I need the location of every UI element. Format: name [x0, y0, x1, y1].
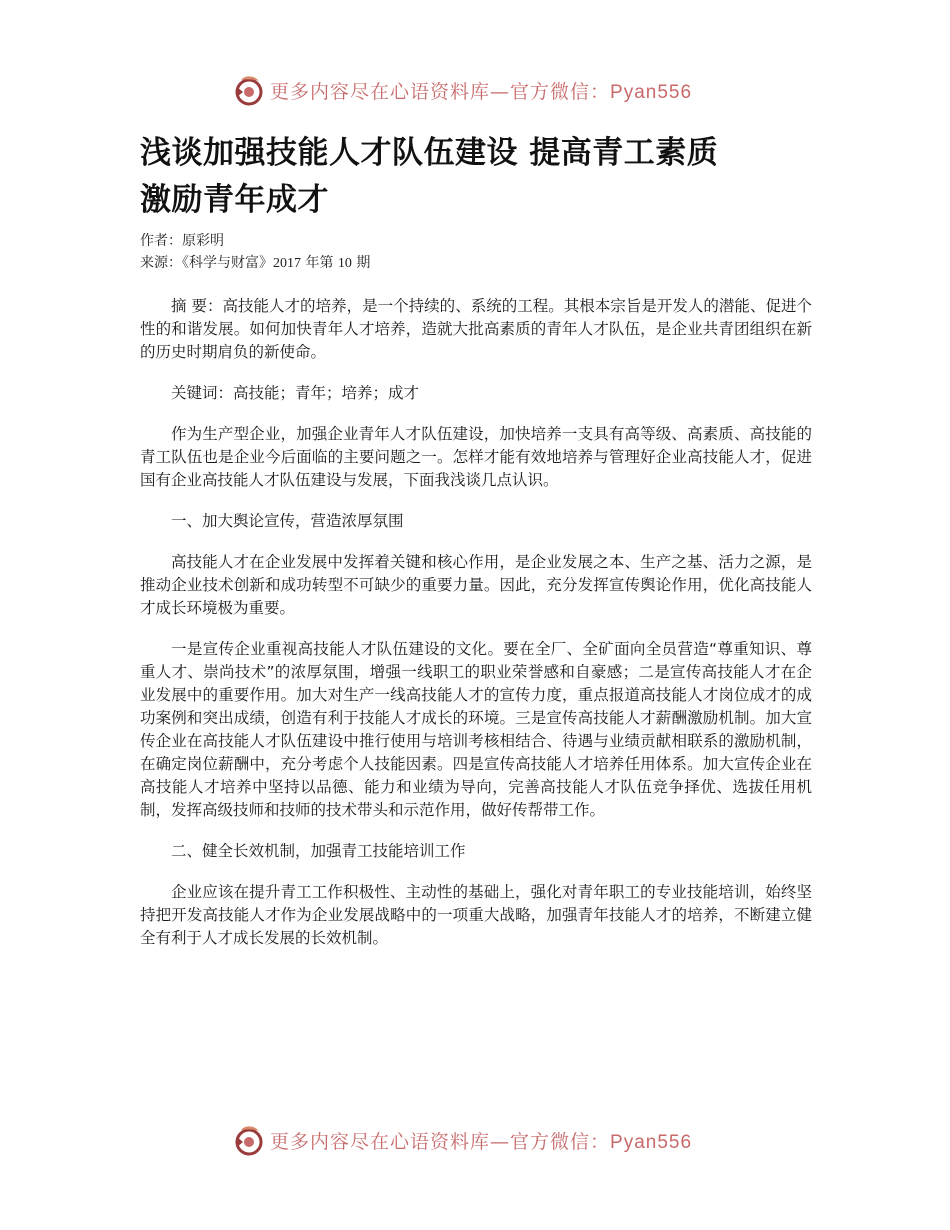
- section-heading-1: 一、加大舆论宣传，营造浓厚氛围: [171, 512, 404, 530]
- source-journal: 《科学与财富》: [182, 255, 273, 271]
- author-line: 作者：原彩明: [140, 233, 224, 249]
- body-paragraph: 一是宣传企业重视高技能人才队伍建设的文化。要在全厂、全矿面向全员营造“尊重知识、尊重人才、崇尚技术”的浓厚氛围，增强一线职工的职业荣誉感和自豪感；二是宣传高技能人才在企业发展中的重要作用。加大对生产一线高技能人才的宣传力度，重点报道高技能人才岗位成才的成功案例和突出成绩，创造有利于技能人才成长的环境。三是宣传高技能人才薪酬激励机制。加大宣传企业在高技能人才队伍建设中推行使用与培训考核相结合、待遇与业绩贡献相联系的激励机制，在确定岗位薪酬中，充分考虑个人技能因素。四是宣传高技能人才培养任用体系。加大宣传企业在高技能人才培养中坚持以品德、能力和业绩为导向，完善高技能人才队伍竞争择优、选拔任用机制，发挥高级技师和技师的技术带头和示范作用，做好传帮带工作。: [140, 640, 812, 819]
- title-line-2: 激励青年成才: [140, 182, 329, 218]
- keywords-paragraph: 关键词：高技能；青年；培养；成才: [171, 384, 420, 402]
- author-name: 原彩明: [182, 233, 224, 249]
- watermark-banner-bottom: [232, 1122, 692, 1158]
- title-line-1: 浅谈加强技能人才队伍建设 提高青工素质: [140, 135, 719, 171]
- article: [140, 130, 812, 950]
- body-paragraph: 企业应该在提升青工工作积极性、主动性的基础上，强化对青年职工的专业技能培训，始终坚持把开发高技能人才作为企业发展战略中的一项重大战略，加强青年技能人才的培养，不断建立健全有利于人才成长发展的长效机制。: [140, 883, 812, 947]
- source-line: 来源：《科学与财富》2017 年第 10 期: [140, 255, 371, 271]
- watermark-text: 更多内容尽在心语资料库—官方微信：Pyan556: [270, 1130, 693, 1153]
- section-heading-2: 二、健全长效机制，加强青工技能培训工作: [171, 842, 466, 860]
- abstract-paragraph: 摘 要：高技能人才的培养，是一个持续的、系统的工程。其根本宗旨是开发人的潜能、促进个性的和谐发展。如何加快青年人才培养，造就大批高素质的青年人才队伍，是企业共青团组织在新的历史时期肩负的新使命。: [140, 297, 812, 361]
- intro-paragraph: 作为生产型企业，加强企业青年人才队伍建设，加快培养一支具有高等级、高素质、高技能的青工队伍也是企业今后面临的主要问题之一。怎样才能有效地培养与管理好企业高技能人才，促进国有企业高技能人才队伍建设与发展，下面我浅谈几点认识。: [140, 425, 812, 489]
- body-paragraph: 高技能人才在企业发展中发挥着关键和核心作用，是企业发展之本、生产之基、活力之源，是推动企业技术创新和成功转型不可缺少的重要力量。因此，充分发挥宣传舆论作用，优化高技能人才成长环境极为重要。: [140, 553, 812, 617]
- watermark-text: 更多内容尽在心语资料库—官方微信：Pyan556: [270, 80, 693, 103]
- article-title: [140, 130, 812, 224]
- article-meta: [140, 230, 812, 275]
- flame-wheel-logo-icon: [232, 73, 266, 107]
- watermark-banner-top: [232, 72, 692, 108]
- flame-wheel-logo-icon: [232, 1123, 266, 1157]
